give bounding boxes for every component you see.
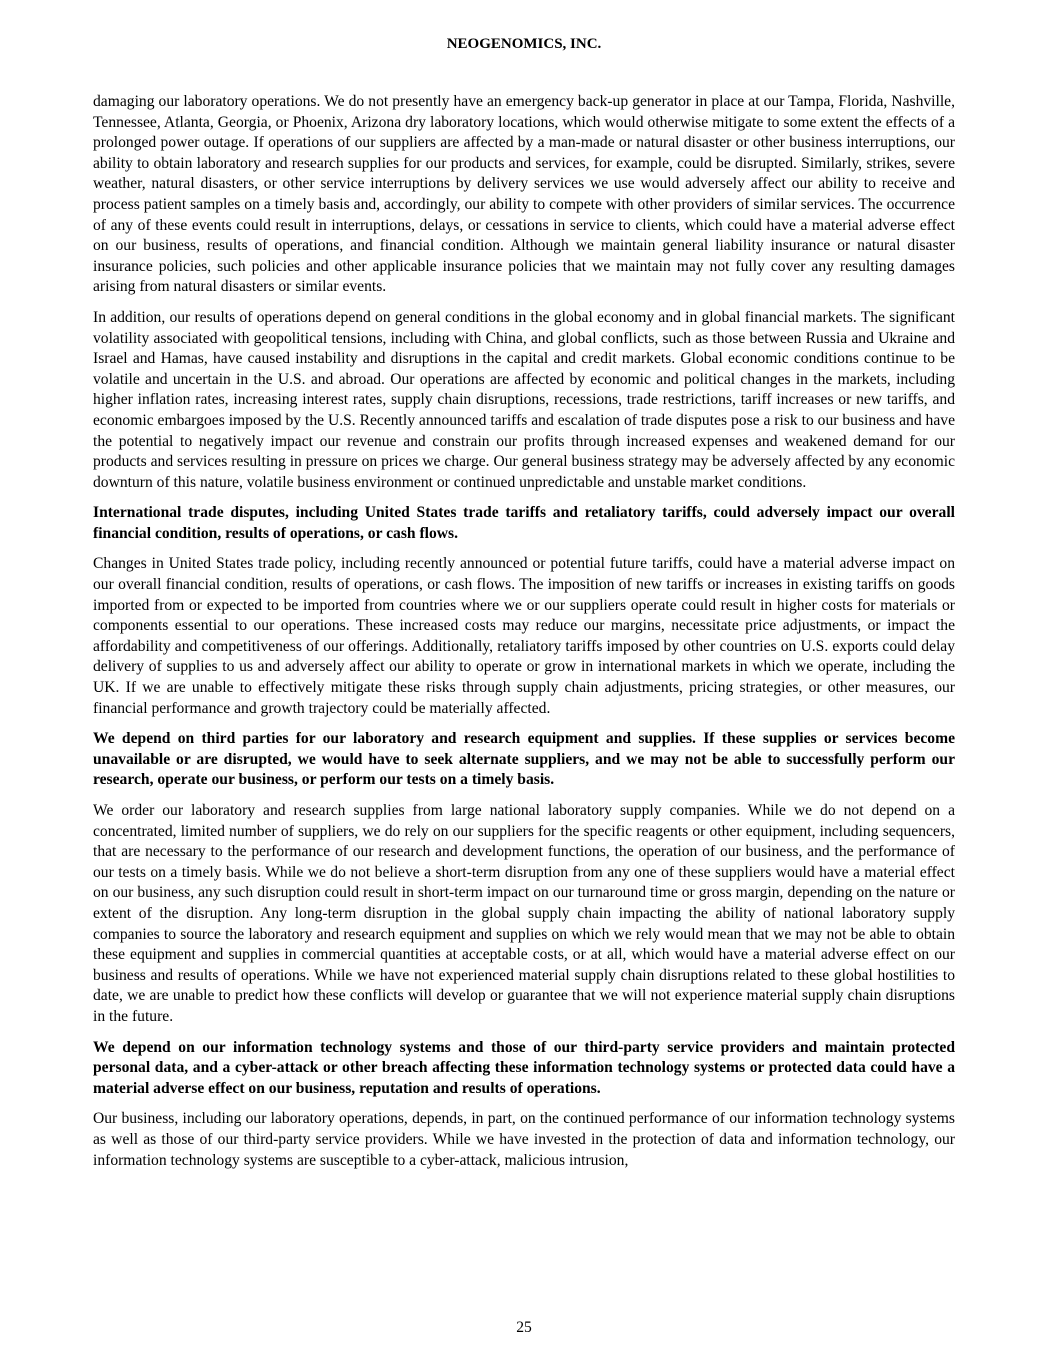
page-header — [0, 34, 1048, 54]
body-paragraph: We order our laboratory and research supplies from large national laboratory supply companies. While we do not depend on a concentrated, limited number of suppliers, we do rely on our suppliers for the specific reagents or other equipment, including sequencers, that are necessary to the performance of our research and development functions, the operation of our business, and the performance of our tests on a timely basis. While we do not believe a short-term disruption from any one of these suppliers would have a material effect on our business, any such disruption could result in short-term impact on our turnaround time or gross margin, depending on the nature or extent of the disruption. Any long-term disruption in the global supply chain impacting the ability of national laboratory supply companies to source the laboratory and research equipment and supplies on which we rely would mean that we may not be able to obtain these equipment and supplies in commercial quantities at acceptable costs, or at all, which would have a material adverse effect on our business and results of operations. While we have not experienced material supply chain disruptions related to these global hostilities to date, we are unable to predict how these conflicts will develop or guarantee that we will not experience material supply chain disruptions in the future. — [93, 802, 955, 1025]
body-paragraph: damaging our laboratory operations. We do not presently have an emergency back-up generator in place at our Tampa, Florida, Nashville, Tennessee, Atlanta, Georgia, or Phoenix, Arizona dry laboratory locations, which would otherwise mitigate to some extent the effects of a prolonged power outage. If operations of our suppliers are affected by a man-made or natural disaster or other business interruptions, our ability to obtain laboratory and research supplies for our products and services, for example, could be disrupted. Similarly, strikes, severe weather, natural disasters, or other service interruptions by delivery services we use would adversely affect our ability to receive and process patient samples on a timely basis and, accordingly, our ability to compete with other providers of similar services. The occurrence of any of these events could result in interruptions, delays, or cessations in service to clients, which could have a material adverse effect on our business, results of operations, and financial condition. Although we maintain general liability insurance or natural disaster insurance policies, such policies and other applicable insurance policies that we maintain may not fully cover any resulting damages arising from natural disasters or similar events. — [93, 93, 955, 296]
risk-factor-heading: We depend on third parties for our laboratory and research equipment and supplies. If these supplies or services become unavailable or are disrupted, we would have to seek alternate suppliers, and we may not be able to successfully perform our research, operate our business, or perform our tests on a timely basis. — [93, 730, 955, 789]
body-paragraph: Changes in United States trade policy, including recently announced or potential future tariffs, could have a material adverse impact on our overall financial condition, results of operations, or cash flows. The imposition of new tariffs or increases in existing tariffs on goods imported from or expected to be imported from countries where we or our suppliers operate could result in higher costs for materials or components essential to our operations. These increased costs may reduce our margins, necessitate price adjustments, or impact the affordability and competitiveness of our offerings. Additionally, retaliatory tariffs imposed by other countries on U.S. exports could delay delivery of supplies to us and adversely affect our ability to operate or grow in international markets in which we operate, including the UK. If we are unable to effectively mitigate these risks through supply chain adjustments, pricing strategies, or other measures, our financial performance and growth trajectory could be materially affected. — [93, 555, 955, 717]
body-paragraph: Our business, including our laboratory operations, depends, in part, on the continued performance of our information technology systems as well as those of our third-party service providers. While we have invested in the protection of data and information technology, our information technology systems are susceptible to a cyber-attack, malicious intrusion, — [93, 1110, 955, 1169]
page-number: 25 — [516, 1319, 532, 1336]
risk-factor-heading: International trade disputes, including United States trade tariffs and retaliatory tariffs, could adversely impact our overall financial condition, results of operations, or cash flows. — [93, 504, 955, 542]
company-name: NEOGENOMICS, INC. — [446, 36, 602, 52]
risk-factor-heading: We depend on our information technology systems and those of our third-party service providers and maintain protected personal data, and a cyber-attack or other breach affecting these information technology systems or protected data could have a material adverse effect on our business, reputation and results of operations. — [93, 1038, 955, 1097]
page-footer — [0, 1318, 1048, 1338]
document-body — [93, 92, 955, 1181]
body-paragraph: In addition, our results of operations depend on general conditions in the global economy and in global financial markets. The significant volatility associated with geopolitical tensions, including with China, and global conflicts, such as those between Russia and Ukraine and Israel and Hamas, have caused instability and disruptions in the capital and credit markets. Global economic conditions continue to be volatile and uncertain in the U.S. and abroad. Our operations are affected by economic and political changes in the markets, including higher inflation rates, increasing interest rates, supply chain disruptions, recessions, trade restrictions, tariff increases or new tariffs, and economic embargoes imposed by the U.S. Recently announced tariffs and escalation of trade disputes pose a risk to our business and have the potential to negatively impact our revenue and constrain our profits through increased expenses and weakened demand for our products and services resulting in pressure on prices we charge. Our general business strategy may be adversely affected by any economic downturn of this nature, volatile business environment or continued unpredictable and unstable market conditions. — [93, 308, 955, 491]
